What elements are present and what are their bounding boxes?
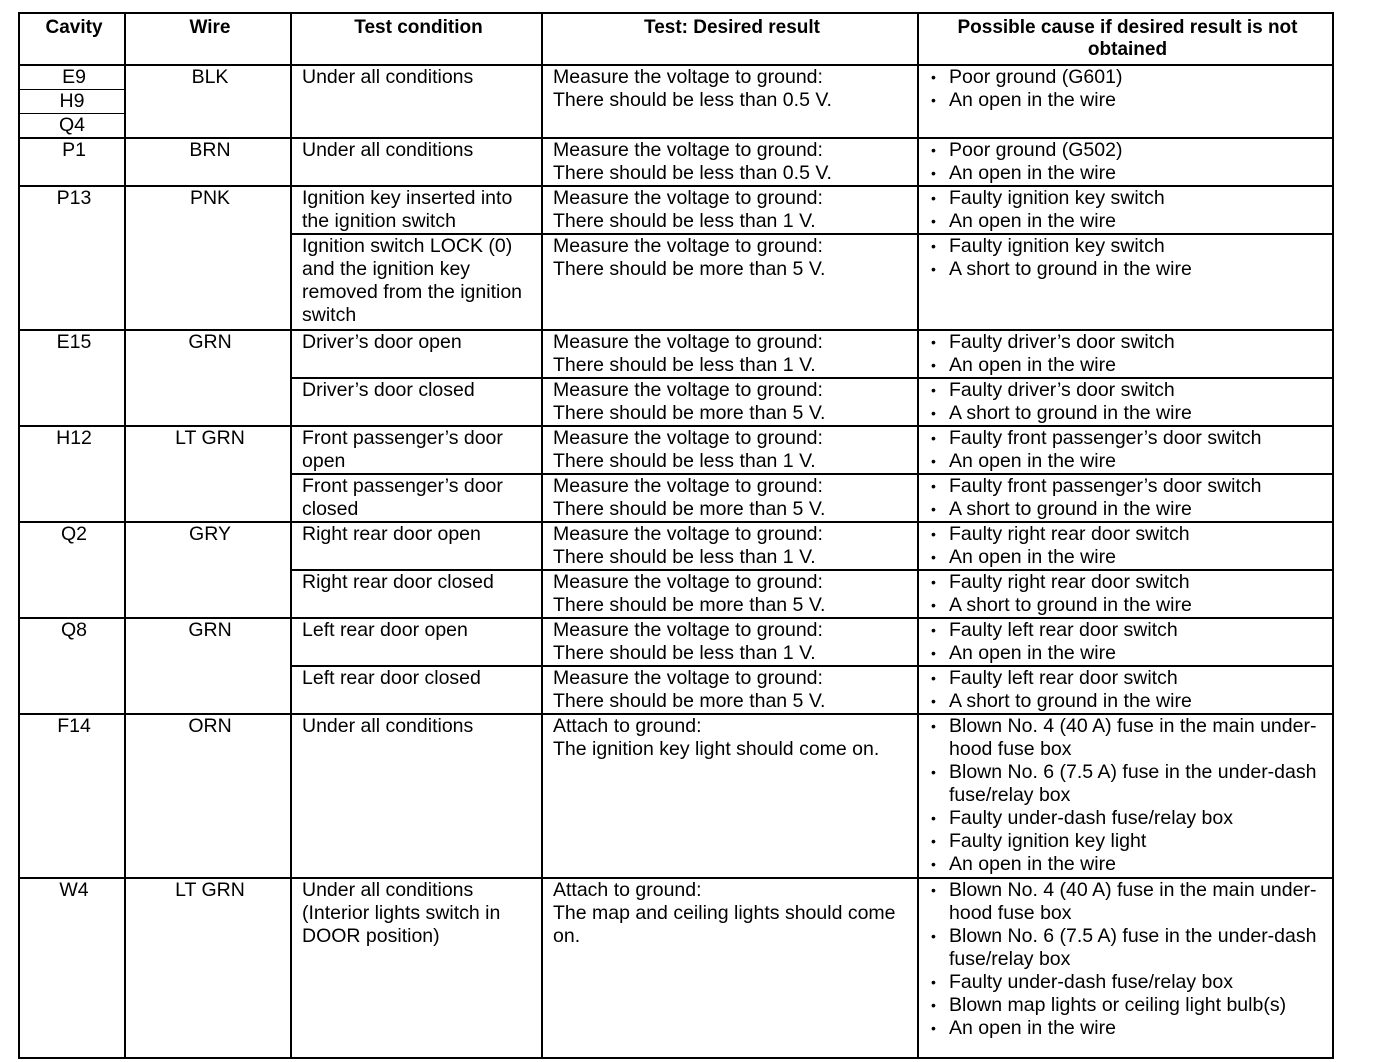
desired-result-cell bbox=[542, 714, 918, 878]
possible-cause-cell bbox=[918, 570, 1333, 618]
cause-item: • Faulty ignition key switch bbox=[929, 235, 1326, 258]
table-row bbox=[19, 426, 1333, 474]
result-line: There should be less than 0.5 V. bbox=[553, 162, 832, 184]
result-line: There should be more than 5 V. bbox=[553, 690, 826, 712]
test-condition-cell: Ignition key inserted into the ignition switch bbox=[291, 186, 542, 234]
possible-cause-cell bbox=[918, 522, 1333, 570]
wire-color-cell: ORN bbox=[125, 714, 291, 878]
test-condition-cell: Under all conditions bbox=[291, 65, 542, 138]
cavity-cell bbox=[19, 522, 125, 618]
cavity-cell bbox=[19, 65, 125, 138]
possible-cause-cell bbox=[918, 426, 1333, 474]
desired-result-cell bbox=[542, 618, 918, 666]
desired-result-cell bbox=[542, 65, 918, 138]
cause-list bbox=[929, 667, 1326, 713]
header-row bbox=[19, 13, 1333, 65]
cause-item: • An open in the wire bbox=[929, 450, 1326, 473]
cavity-label: W4 bbox=[59, 879, 89, 901]
cause-item: • An open in the wire bbox=[929, 546, 1326, 569]
test-condition-cell: Ignition switch LOCK (0) and the ignition key removed from the ignition switch bbox=[291, 234, 542, 330]
cause-item: • Blown map lights or ceiling light bulb(s) bbox=[929, 994, 1326, 1017]
desired-result-cell bbox=[542, 878, 918, 1058]
cause-item: • Faulty right rear door switch bbox=[929, 523, 1326, 546]
table-row bbox=[19, 522, 1333, 570]
cavity-cell bbox=[19, 138, 125, 186]
result-line: There should be more than 5 V. bbox=[553, 594, 826, 616]
cavity-label: P1 bbox=[62, 139, 86, 161]
header-possible-cause: Possible cause if desired result is not obtained bbox=[918, 13, 1333, 65]
possible-cause-cell bbox=[918, 878, 1333, 1058]
table-row bbox=[19, 138, 1333, 186]
cause-item: • Faulty driver’s door switch bbox=[929, 379, 1326, 402]
result-line: Measure the voltage to ground: bbox=[553, 187, 823, 209]
cause-list bbox=[929, 331, 1326, 377]
cavity-cell bbox=[19, 426, 125, 522]
desired-result-cell bbox=[542, 378, 918, 426]
cavity-label: Q8 bbox=[60, 619, 87, 641]
wire-color-cell: GRY bbox=[125, 522, 291, 618]
test-condition-cell: Driver’s door closed bbox=[291, 378, 542, 426]
result-line: The map and ceiling lights should come on. bbox=[553, 902, 896, 947]
cause-list bbox=[929, 879, 1326, 1040]
wire-color-cell: GRN bbox=[125, 618, 291, 714]
possible-cause-cell bbox=[918, 474, 1333, 522]
table-row bbox=[19, 186, 1333, 234]
wire-color-cell: GRN bbox=[125, 330, 291, 426]
cavity-label: E15 bbox=[56, 331, 92, 353]
test-condition-cell: Front passenger’s door open bbox=[291, 426, 542, 474]
result-line: There should be less than 1 V. bbox=[553, 210, 816, 232]
cause-item: • A short to ground in the wire bbox=[929, 402, 1326, 425]
cause-item: • Faulty under-dash fuse/relay box bbox=[929, 971, 1326, 994]
test-condition-cell: Front passenger’s door closed bbox=[291, 474, 542, 522]
table-row bbox=[19, 330, 1333, 378]
result-line: There should be less than 1 V. bbox=[553, 450, 816, 472]
wire-color-cell: BRN bbox=[125, 138, 291, 186]
result-line: Measure the voltage to ground: bbox=[553, 427, 823, 449]
cause-list bbox=[929, 235, 1326, 281]
cause-item: • Poor ground (G601) bbox=[929, 66, 1326, 89]
wire-color-cell: BLK bbox=[125, 65, 291, 138]
header-cavity: Cavity bbox=[19, 13, 125, 65]
cause-item: • An open in the wire bbox=[929, 162, 1326, 185]
possible-cause-cell bbox=[918, 330, 1333, 378]
desired-result-cell bbox=[542, 426, 918, 474]
desired-result-cell bbox=[542, 138, 918, 186]
test-condition-cell: Right rear door closed bbox=[291, 570, 542, 618]
cause-item: • Blown No. 6 (7.5 A) fuse in the under-dash fuse/relay box bbox=[929, 925, 1326, 971]
cause-item: • An open in the wire bbox=[929, 853, 1326, 876]
header-desired-result: Test: Desired result bbox=[542, 13, 918, 65]
result-line: Measure the voltage to ground: bbox=[553, 619, 823, 641]
possible-cause-cell bbox=[918, 378, 1333, 426]
cavity-label: F14 bbox=[57, 715, 91, 737]
cavity-cell bbox=[19, 186, 125, 330]
cavity-label: H12 bbox=[56, 427, 92, 449]
result-line: Attach to ground: bbox=[553, 879, 702, 901]
cause-list bbox=[929, 66, 1326, 112]
cause-list bbox=[929, 139, 1326, 185]
test-condition-cell: Left rear door closed bbox=[291, 666, 542, 714]
cause-item: • Blown No. 4 (40 A) fuse in the main under-hood fuse box bbox=[929, 715, 1326, 761]
cause-item: • An open in the wire bbox=[929, 89, 1326, 112]
cavity-label: Q2 bbox=[60, 523, 87, 545]
result-line: There should be less than 1 V. bbox=[553, 546, 816, 568]
desired-result-cell bbox=[542, 474, 918, 522]
cause-list bbox=[929, 379, 1326, 425]
result-line: There should be less than 1 V. bbox=[553, 354, 816, 376]
cavity-cell bbox=[19, 330, 125, 426]
header-wire: Wire bbox=[125, 13, 291, 65]
cause-item: • Faulty front passenger’s door switch bbox=[929, 427, 1326, 450]
wire-color-cell: LT GRN bbox=[125, 878, 291, 1058]
cavity-label: E9 bbox=[62, 66, 86, 88]
desired-result-cell bbox=[542, 666, 918, 714]
test-condition-cell: Driver’s door open bbox=[291, 330, 542, 378]
possible-cause-cell bbox=[918, 186, 1333, 234]
cavity-label: Q4 bbox=[20, 113, 124, 137]
result-line: There should be more than 5 V. bbox=[553, 402, 826, 424]
cause-item: • Faulty front passenger’s door switch bbox=[929, 475, 1326, 498]
desired-result-cell bbox=[542, 234, 918, 330]
connector-test-table bbox=[18, 12, 1334, 1059]
result-line: Measure the voltage to ground: bbox=[553, 523, 823, 545]
cause-list bbox=[929, 427, 1326, 473]
test-condition-cell: Right rear door open bbox=[291, 522, 542, 570]
table-body bbox=[19, 65, 1333, 1058]
header-test-condition: Test condition bbox=[291, 13, 542, 65]
cause-list bbox=[929, 475, 1326, 521]
result-line: Measure the voltage to ground: bbox=[553, 66, 823, 88]
cause-item: • Faulty ignition key light bbox=[929, 830, 1326, 853]
result-line: Measure the voltage to ground: bbox=[553, 475, 823, 497]
cause-list bbox=[929, 187, 1326, 233]
result-line: Measure the voltage to ground: bbox=[553, 235, 823, 257]
cause-list bbox=[929, 619, 1326, 665]
cause-item: • Faulty right rear door switch bbox=[929, 571, 1326, 594]
result-line: There should be less than 1 V. bbox=[553, 642, 816, 664]
result-line: Measure the voltage to ground: bbox=[553, 139, 823, 161]
result-line: There should be more than 5 V. bbox=[553, 258, 826, 280]
cause-item: • Poor ground (G502) bbox=[929, 139, 1326, 162]
cavity-label: P13 bbox=[56, 187, 92, 209]
cause-item: • A short to ground in the wire bbox=[929, 690, 1326, 713]
wire-color-cell: PNK bbox=[125, 186, 291, 330]
cause-item: • Blown No. 4 (40 A) fuse in the main under-hood fuse box bbox=[929, 879, 1326, 925]
cavity-label: H9 bbox=[20, 89, 124, 113]
cause-item: • A short to ground in the wire bbox=[929, 258, 1326, 281]
desired-result-cell bbox=[542, 330, 918, 378]
result-line: Attach to ground: bbox=[553, 715, 702, 737]
cause-item: • Faulty left rear door switch bbox=[929, 619, 1326, 642]
result-line: There should be less than 0.5 V. bbox=[553, 89, 832, 111]
result-line: The ignition key light should come on. bbox=[553, 738, 880, 760]
test-condition-cell: Under all conditions bbox=[291, 138, 542, 186]
result-line: Measure the voltage to ground: bbox=[553, 379, 823, 401]
result-line: Measure the voltage to ground: bbox=[553, 331, 823, 353]
result-line: There should be more than 5 V. bbox=[553, 498, 826, 520]
result-line: Measure the voltage to ground: bbox=[553, 667, 823, 689]
cavity-cell bbox=[19, 878, 125, 1058]
desired-result-cell bbox=[542, 570, 918, 618]
possible-cause-cell bbox=[918, 138, 1333, 186]
possible-cause-cell bbox=[918, 714, 1333, 878]
cause-list bbox=[929, 523, 1326, 569]
cause-item: • Faulty left rear door switch bbox=[929, 667, 1326, 690]
table-row bbox=[19, 878, 1333, 1058]
cause-item: • An open in the wire bbox=[929, 354, 1326, 377]
table-row bbox=[19, 65, 1333, 138]
desired-result-cell bbox=[542, 522, 918, 570]
test-condition-cell: Left rear door open bbox=[291, 618, 542, 666]
cause-list bbox=[929, 571, 1326, 617]
cause-item: • Faulty ignition key switch bbox=[929, 187, 1326, 210]
cause-item: • Faulty under-dash fuse/relay box bbox=[929, 807, 1326, 830]
cause-item: • An open in the wire bbox=[929, 210, 1326, 233]
desired-result-cell bbox=[542, 186, 918, 234]
cause-item: • Blown No. 6 (7.5 A) fuse in the under-dash fuse/relay box bbox=[929, 761, 1326, 807]
cause-item: • An open in the wire bbox=[929, 642, 1326, 665]
possible-cause-cell bbox=[918, 618, 1333, 666]
wire-color-cell: LT GRN bbox=[125, 426, 291, 522]
cavity-cell bbox=[19, 714, 125, 878]
cause-item: • Faulty driver’s door switch bbox=[929, 331, 1326, 354]
table-row bbox=[19, 618, 1333, 666]
cause-item: • An open in the wire bbox=[929, 1017, 1326, 1040]
cause-list bbox=[929, 715, 1326, 876]
test-condition-cell: Under all conditions bbox=[291, 714, 542, 878]
possible-cause-cell bbox=[918, 65, 1333, 138]
cause-item: • A short to ground in the wire bbox=[929, 498, 1326, 521]
table-row bbox=[19, 714, 1333, 878]
test-condition-cell: Under all conditions (Interior lights switch in DOOR position) bbox=[291, 878, 542, 1058]
possible-cause-cell bbox=[918, 234, 1333, 330]
result-line: Measure the voltage to ground: bbox=[553, 571, 823, 593]
cause-item: • A short to ground in the wire bbox=[929, 594, 1326, 617]
possible-cause-cell bbox=[918, 666, 1333, 714]
cavity-cell bbox=[19, 618, 125, 714]
